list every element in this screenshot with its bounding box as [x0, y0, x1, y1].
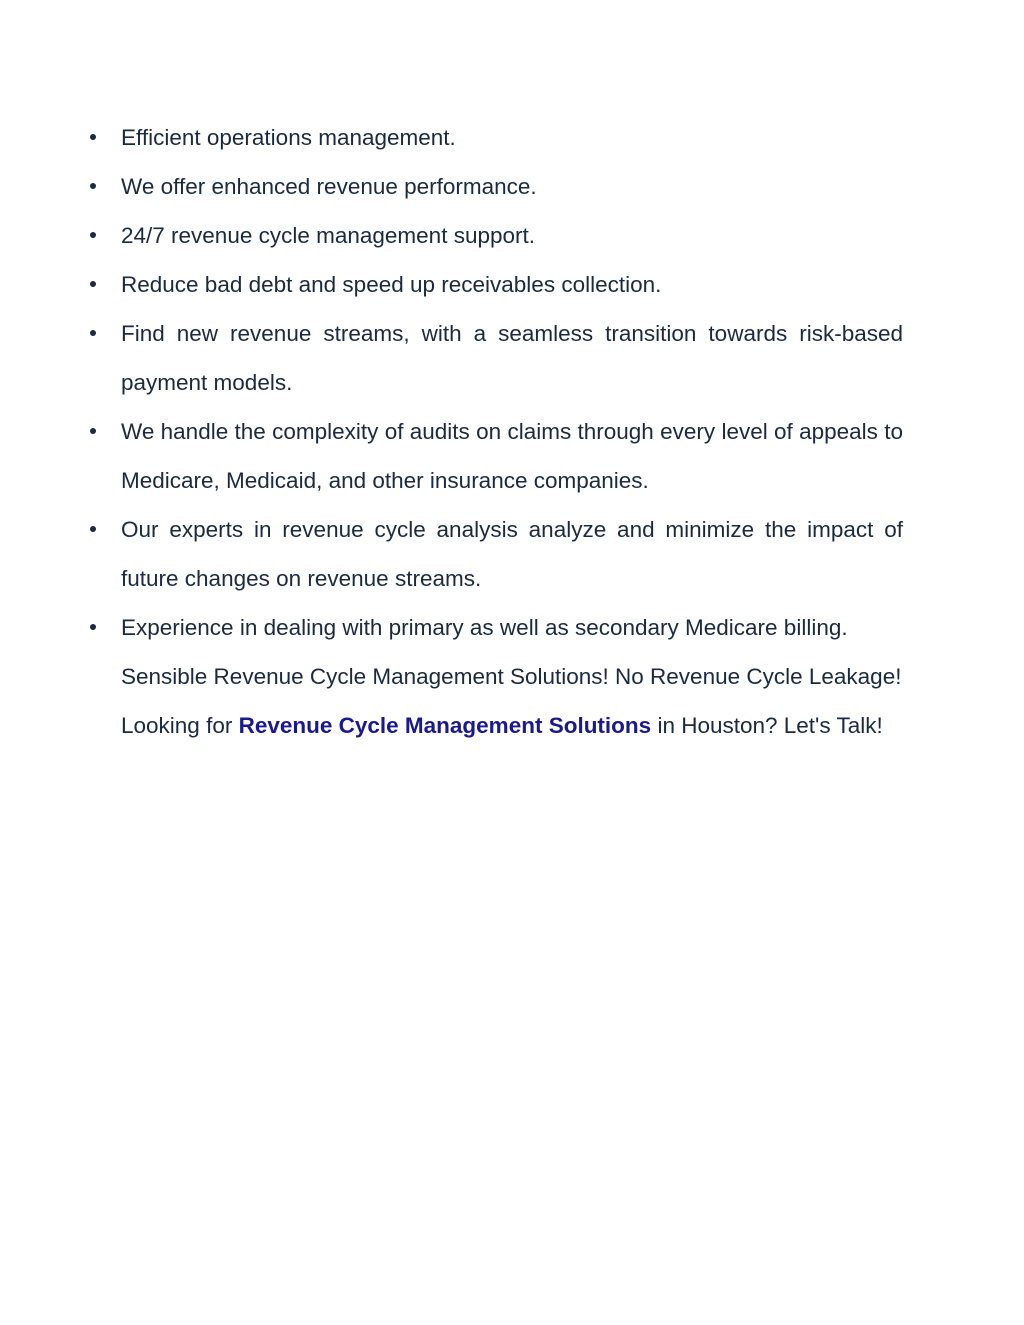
bullet-dot-icon — [90, 526, 96, 532]
list-item — [121, 309, 903, 407]
bullet-dot-icon — [90, 134, 96, 140]
document-content — [121, 113, 903, 750]
cta-prefix: Looking for — [121, 713, 239, 738]
bullet-dot-icon — [90, 232, 96, 238]
list-item-text: We handle the complexity of audits on claims through every level of appeals to Medicare, Medicaid, and other insurance companies. — [121, 419, 903, 493]
bullet-dot-icon — [90, 428, 96, 434]
list-item — [121, 113, 903, 162]
list-item — [121, 407, 903, 505]
bullet-dot-icon — [90, 281, 96, 287]
list-item — [121, 603, 903, 652]
list-item-text: Find new revenue streams, with a seamless transition towards risk-based payment models. — [121, 321, 903, 395]
cta-suffix: in Houston? Let's Talk! — [651, 713, 883, 738]
call-to-action — [121, 701, 903, 750]
list-item-text: Experience in dealing with primary as well as secondary Medicare billing. — [121, 615, 848, 640]
list-item-text: Reduce bad debt and speed up receivables collection. — [121, 272, 662, 297]
rcm-solutions-link[interactable]: Revenue Cycle Management Solutions — [238, 713, 652, 738]
list-item — [121, 211, 903, 260]
list-item-text: 24/7 revenue cycle management support. — [121, 223, 535, 248]
list-item — [121, 505, 903, 603]
bullet-dot-icon — [90, 183, 96, 189]
list-item-text: Our experts in revenue cycle analysis analyze and minimize the impact of future changes on revenue streams. — [121, 517, 903, 591]
list-item — [121, 260, 903, 309]
bullet-dot-icon — [90, 330, 96, 336]
benefits-list — [121, 113, 903, 652]
list-item-text: We offer enhanced revenue performance. — [121, 174, 537, 199]
list-item — [121, 162, 903, 211]
bullet-dot-icon — [90, 624, 96, 630]
tagline: Sensible Revenue Cycle Management Solutions! No Revenue Cycle Leakage! — [121, 664, 902, 689]
list-item-text: Efficient operations management. — [121, 125, 456, 150]
